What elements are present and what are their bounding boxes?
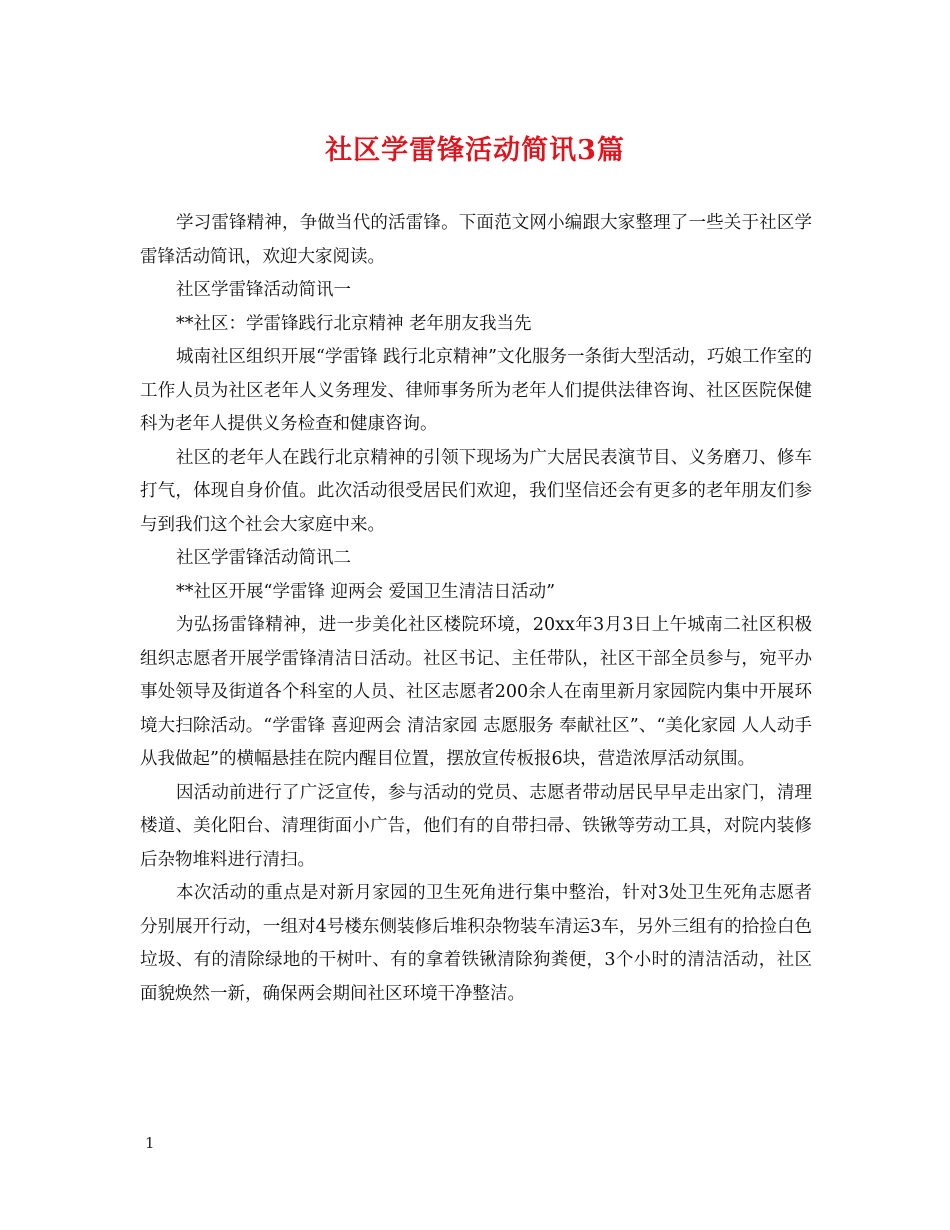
paragraph: 因活动前进行了广泛宣传，参与活动的党员、志愿者带动居民早早走出家门，清理楼道、美化阳台、清理街面小广告，他们有的自带扫帚、铁锹等劳动工具，对院内装修后杂物堆料进行清扫。: [140, 782, 812, 870]
document-title: 社区学雷锋活动简讯3篇: [325, 135, 625, 166]
paragraph: 本次活动的重点是对新月家园的卫生死角进行集中整治，针对3处卫生死角志愿者分别展开行动，一组对4号楼东侧装修后堆积杂物装车清运3车，另外三组有的拾捡白色垃圾、有的清除绿地的干树叶、有的拿着铁锹清除狗粪便，3个小时的清洁活动，社区面貌焕然一新，确保两会期间社区环境干净整洁。: [140, 883, 812, 1004]
document-body: [140, 207, 812, 1011]
section-heading-2: 社区学雷锋活动简讯二: [176, 548, 351, 568]
section-heading-1: 社区学雷锋活动简讯一: [176, 280, 351, 300]
subheading-1: **社区：学雷锋践行北京精神 老年朋友我当先: [176, 313, 532, 334]
paragraph-intro: 学习雷锋精神，争做当代的活雷锋。下面范文网小编跟大家整理了一些关于社区学雷锋活动简讯，欢迎大家阅读。: [140, 213, 812, 267]
subheading-2: **社区开展“学雷锋 迎两会 爱国卫生清洁日活动”: [176, 581, 556, 602]
paragraph: 城南社区组织开展“学雷锋 践行北京精神”文化服务一条街大型活动，巧娘工作室的工作人员为社区老年人义务理发、律师事务所为老年人们提供法律咨询、社区医院保健科为老年人提供义务检查和健康咨询。: [140, 347, 812, 434]
paragraph: 为弘扬雷锋精神，进一步美化社区楼院环境，20xx年3月3日上午城南二社区积极组织志愿者开展学雷锋清洁日活动。社区书记、主任带队，社区干部全员参与，宛平办事处领导及街道各个科室的人员、社区志愿者200余人在南里新月家园院内集中开展环境大扫除活动。“学雷锋 喜迎两会 清洁家园 志愿服务 奉献社区”、“美化家园 人人动手 从我做起”的横幅悬挂在院内醒目位置，摆放宣传板报6块，营造浓厚活动氛围。: [140, 615, 812, 769]
page-number: 1: [145, 1134, 155, 1152]
paragraph: 社区的老年人在践行北京精神的引领下现场为广大居民表演节目、义务磨刀、修车打气，体现自身价值。此次活动很受居民们欢迎，我们坚信还会有更多的老年朋友们参与到我们这个社会大家庭中来。: [140, 447, 812, 535]
